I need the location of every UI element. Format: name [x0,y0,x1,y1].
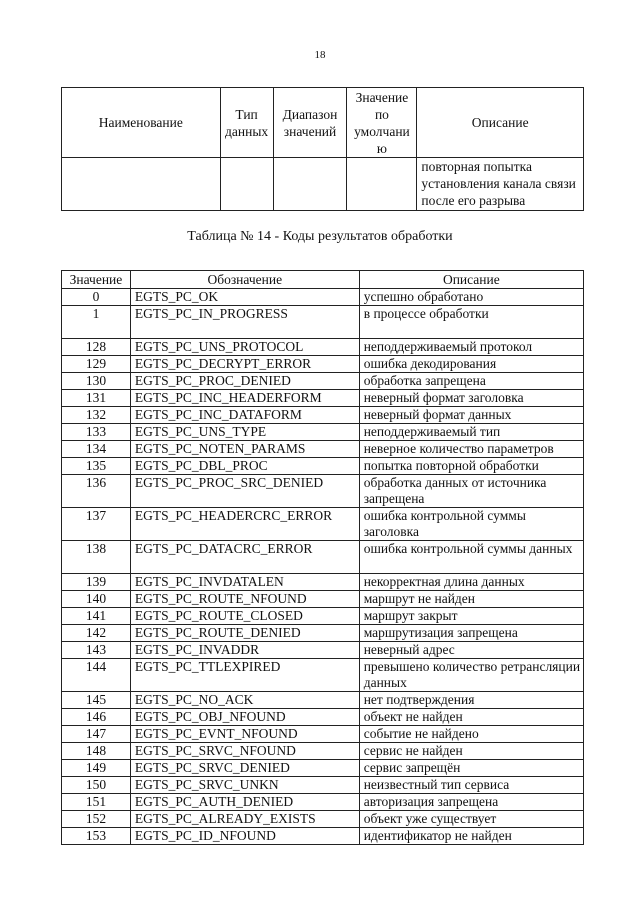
code-description-cell: попытка повторной обработки [359,458,583,475]
code-description-cell: неизвестный тип сервиса [359,777,583,794]
code-value-cell: 152 [62,811,131,828]
table-row [62,289,584,306]
code-name-cell: EGTS_PC_DBL_PROC [130,458,359,475]
code-value-cell: 144 [62,659,131,692]
code-name-cell: EGTS_PC_SRVC_DENIED [130,760,359,777]
code-description-cell: ошибка декодирования [359,356,583,373]
code-name-cell: EGTS_PC_UNS_PROTOCOL [130,339,359,356]
code-description-cell: неверное количество параметров [359,441,583,458]
code-description-cell: обработка данных от источника запрещена [359,475,583,508]
page-number: 18 [314,49,326,61]
code-name-cell: EGTS_PC_PROC_DENIED [130,373,359,390]
code-description-cell: успешно обработано [359,289,583,306]
table-row [62,373,584,390]
table-row [62,811,584,828]
code-description-cell: превышено количество ретрансляции данных [359,659,583,692]
table-row [62,591,584,608]
code-name-cell: EGTS_PC_UNS_TYPE [130,424,359,441]
column-header-description: Описание [417,88,584,158]
table-row [62,692,584,709]
code-value-cell: 134 [62,441,131,458]
code-value-cell: 149 [62,760,131,777]
result-codes-table [61,270,584,845]
code-description-cell: маршрутизация запрещена [359,625,583,642]
code-name-cell: EGTS_PC_ALREADY_EXISTS [130,811,359,828]
column-header-description: Описание [359,271,583,289]
code-name-cell: EGTS_PC_DECRYPT_ERROR [130,356,359,373]
result-codes-header-row [62,271,584,289]
column-header-value-range: Диапазон значений [273,88,347,158]
code-name-cell: EGTS_PC_NO_ACK [130,692,359,709]
result-codes-body [62,289,584,845]
code-value-cell: 143 [62,642,131,659]
code-value-cell: 150 [62,777,131,794]
code-name-cell: EGTS_PC_SRVC_UNKN [130,777,359,794]
code-name-cell: EGTS_PC_EVNT_NFOUND [130,726,359,743]
code-name-cell: EGTS_PC_OBJ_NFOUND [130,709,359,726]
code-name-cell: EGTS_PC_INC_HEADERFORM [130,390,359,407]
column-header-name: Наименование [62,88,221,158]
code-name-cell: EGTS_PC_OK [130,289,359,306]
code-description-cell: ошибка контрольной суммы заголовка [359,508,583,541]
table-row [62,339,584,356]
code-description-cell: неподдерживаемый тип [359,424,583,441]
table-row [62,743,584,760]
table-row [62,625,584,642]
code-value-cell: 131 [62,390,131,407]
table-row [62,356,584,373]
table-row [62,306,584,339]
code-name-cell: EGTS_PC_IN_PROGRESS [130,306,359,339]
table-row [62,659,584,692]
code-description-cell: объект уже существует [359,811,583,828]
continued-table-row [62,158,584,211]
code-value-cell: 133 [62,424,131,441]
table-row [62,642,584,659]
table-row [62,760,584,777]
column-header-value: Значение [62,271,131,289]
code-name-cell: EGTS_PC_SRVC_NFOUND [130,743,359,760]
code-description-cell: сервис не найден [359,743,583,760]
code-name-cell: EGTS_PC_ROUTE_CLOSED [130,608,359,625]
code-value-cell: 137 [62,508,131,541]
empty-cell [220,158,273,211]
code-name-cell: EGTS_PC_ROUTE_NFOUND [130,591,359,608]
code-value-cell: 128 [62,339,131,356]
code-value-cell: 132 [62,407,131,424]
code-description-cell: маршрут закрыт [359,608,583,625]
table-row [62,390,584,407]
code-value-cell: 146 [62,709,131,726]
code-name-cell: EGTS_PC_AUTH_DENIED [130,794,359,811]
continued-description-cell: повторная попытка установления канала связи после его разрыва [417,158,584,211]
code-value-cell: 142 [62,625,131,642]
code-description-cell: неверный формат данных [359,407,583,424]
table-row [62,458,584,475]
code-description-cell: маршрут не найден [359,591,583,608]
code-name-cell: EGTS_PC_DATACRC_ERROR [130,541,359,574]
code-description-cell: неверный адрес [359,642,583,659]
empty-cell [347,158,417,211]
column-header-default-value: Значение по умолчани ю [347,88,417,158]
code-value-cell: 135 [62,458,131,475]
table-row [62,709,584,726]
empty-cell [273,158,347,211]
table-row [62,424,584,441]
code-description-cell: идентификатор не найден [359,828,583,845]
code-description-cell: некорректная длина данных [359,574,583,591]
code-name-cell: EGTS_PC_INVDATALEN [130,574,359,591]
code-name-cell: EGTS_PC_INC_DATAFORM [130,407,359,424]
table-row [62,726,584,743]
table-caption: Таблица № 14 - Коды результатов обработки [187,229,453,244]
code-description-cell: в процессе обработки [359,306,583,339]
code-description-cell: объект не найден [359,709,583,726]
table-row [62,777,584,794]
code-value-cell: 151 [62,794,131,811]
code-value-cell: 148 [62,743,131,760]
code-value-cell: 139 [62,574,131,591]
table-row [62,608,584,625]
table-row [62,508,584,541]
table-row [62,794,584,811]
table-row [62,828,584,845]
code-description-cell: авторизация запрещена [359,794,583,811]
code-value-cell: 136 [62,475,131,508]
code-description-cell: нет подтверждения [359,692,583,709]
code-name-cell: EGTS_PC_ID_NFOUND [130,828,359,845]
code-value-cell: 145 [62,692,131,709]
code-name-cell: EGTS_PC_ROUTE_DENIED [130,625,359,642]
continued-table-header-row [62,88,584,158]
code-value-cell: 138 [62,541,131,574]
code-value-cell: 0 [62,289,131,306]
code-name-cell: EGTS_PC_HEADERCRC_ERROR [130,508,359,541]
code-value-cell: 153 [62,828,131,845]
table-row [62,574,584,591]
column-header-data-type: Тип данных [220,88,273,158]
column-header-designation: Обозначение [130,271,359,289]
code-description-cell: неверный формат заголовка [359,390,583,407]
code-name-cell: EGTS_PC_INVADDR [130,642,359,659]
code-value-cell: 1 [62,306,131,339]
table-row [62,407,584,424]
code-description-cell: событие не найдено [359,726,583,743]
code-description-cell: сервис запрещён [359,760,583,777]
code-description-cell: ошибка контрольной суммы данных [359,541,583,574]
code-value-cell: 129 [62,356,131,373]
code-value-cell: 147 [62,726,131,743]
code-description-cell: обработка запрещена [359,373,583,390]
table-row [62,541,584,574]
code-value-cell: 130 [62,373,131,390]
code-name-cell: EGTS_PC_TTLEXPIRED [130,659,359,692]
code-description-cell: неподдерживаемый протокол [359,339,583,356]
continued-table [61,87,584,211]
code-name-cell: EGTS_PC_NOTEN_PARAMS [130,441,359,458]
code-value-cell: 141 [62,608,131,625]
code-name-cell: EGTS_PC_PROC_SRC_DENIED [130,475,359,508]
code-value-cell: 140 [62,591,131,608]
table-row [62,441,584,458]
empty-cell [62,158,221,211]
table-row [62,475,584,508]
